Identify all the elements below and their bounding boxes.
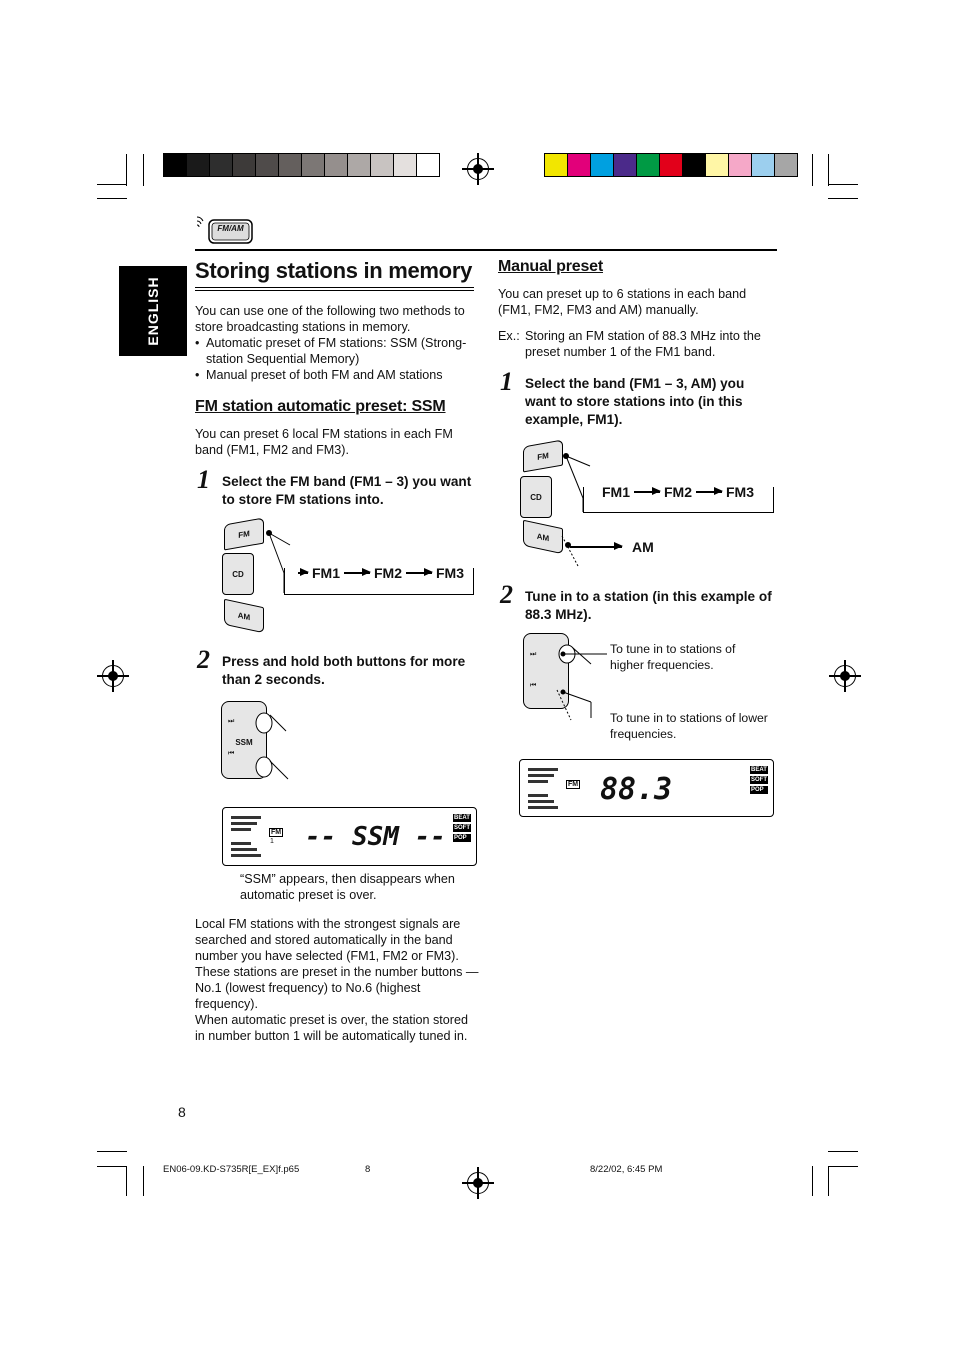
color-swatch: [186, 154, 209, 176]
crop-mark: [97, 184, 127, 185]
crop-mark: [812, 1166, 813, 1196]
next-track-icon: ⏭: [530, 651, 537, 658]
registration-mark-icon: [102, 665, 124, 687]
title-underline: [195, 290, 474, 291]
bullet-item: Manual preset of both FM and AM stations: [206, 368, 443, 382]
color-swatch: [163, 154, 186, 176]
footer-page: 8: [365, 1164, 371, 1175]
registration-mark-icon: [467, 158, 489, 180]
crop-mark: [97, 198, 127, 199]
crop-mark: [828, 1166, 858, 1167]
example-label: Ex.:: [498, 329, 520, 343]
color-swatch: [728, 154, 751, 176]
step-text: Select the FM band (FM1 – 3) you want to store FM stations into.: [222, 474, 472, 507]
manual-text: You can preset up to 6 stations in each band (FM1, FM2, FM3 and AM) manually.: [498, 287, 747, 317]
crop-mark: [126, 154, 127, 186]
equalizer-icon: [526, 766, 566, 812]
crop-mark: [143, 1166, 144, 1196]
fm-am-icon: FM/AM: [195, 213, 255, 250]
next-track-icon: ⏭: [228, 718, 235, 725]
color-swatch: [682, 154, 705, 176]
step-number: 1: [197, 465, 210, 494]
color-swatch: [751, 154, 774, 176]
example-text: Storing an FM station of 88.3 MHz into the preset number 1 of the FM1 band.: [525, 329, 761, 359]
band-flow: FM1 FM2 FM3: [602, 484, 754, 500]
color-swatch: [416, 154, 440, 176]
tune-down-text: To tune in to stations of lower frequencies.: [610, 711, 768, 741]
tune-up-text: To tune in to stations of higher frequencies.: [610, 642, 736, 672]
prev-track-icon: ⏮: [228, 750, 235, 757]
page-number: 8: [178, 1104, 186, 1120]
cd-button: CD: [520, 476, 552, 518]
prev-track-icon: ⏮: [530, 682, 537, 689]
color-swatch: [393, 154, 416, 176]
footer-file: EN06-09.KD-S735R[E_EX]f.p65: [163, 1164, 300, 1175]
section-heading-manual: Manual preset: [498, 258, 603, 275]
sound-mode-list: BEAT SOFT POP: [751, 767, 767, 793]
crop-mark: [97, 1166, 127, 1167]
ssm-paragraph: Local FM stations with the strongest signals are searched and stored automatically in the band number you have selected (FM1, FM2 or FM3). These stations are preset in the number buttons —No.1 (lowest frequency) to No.6 (highest frequency).: [195, 917, 479, 1011]
color-swatch: [209, 154, 232, 176]
color-swatch: [590, 154, 613, 176]
bullet-item: Automatic preset of FM stations: SSM (Strong-station Sequential Memory): [206, 336, 467, 366]
lcd-main-text: -- SSM --: [305, 822, 446, 852]
color-swatch: [301, 154, 324, 176]
intro-text: You can use one of the following two methods to store broadcasting stations in memory.: [195, 304, 465, 334]
cd-button: CD: [222, 553, 254, 595]
color-swatch: [705, 154, 728, 176]
footer-date: 8/22/02, 6:45 PM: [590, 1164, 663, 1175]
sound-mode-list: BEAT SOFT POP: [454, 815, 470, 841]
color-swatch: [659, 154, 682, 176]
crop-mark: [812, 154, 813, 186]
finger-drawing: [250, 705, 295, 785]
crop-mark: [828, 1151, 858, 1152]
step-text: Select the band (FM1 – 3, AM) you want to store stations into (in this example, FM1).: [525, 376, 745, 427]
color-swatch: [613, 154, 636, 176]
lcd-display-frequency: FM 88.3 BEAT SOFT POP: [519, 759, 774, 817]
am-flow: AM: [570, 539, 654, 555]
registration-mark-icon: [834, 665, 856, 687]
step-number: 1: [500, 367, 513, 396]
color-swatch: [544, 154, 567, 176]
lcd-frequency: 88.3: [600, 772, 673, 807]
color-swatch: [567, 154, 590, 176]
crop-mark: [828, 154, 829, 186]
color-swatch: [370, 154, 393, 176]
am-button: AM: [523, 520, 563, 555]
title-underline: [195, 287, 474, 288]
lcd-caption: “SSM” appears, then disappears when automatic preset is over.: [240, 872, 455, 902]
crop-mark: [143, 154, 144, 186]
am-button: AM: [224, 599, 264, 634]
color-swatch: [278, 154, 301, 176]
crop-mark: [828, 1166, 829, 1196]
header-rule: [195, 249, 777, 251]
color-swatch: [255, 154, 278, 176]
ssm-paragraph: When automatic preset is over, the station stored in number button 1 will be automatically tuned in.: [195, 1013, 469, 1043]
intro-bullets: • Automatic preset of FM stations: SSM (Strong-station Sequential Memory) • Manual preset of both FM and AM stations: [195, 335, 480, 383]
section-heading-ssm: FM station automatic preset: SSM: [195, 398, 446, 415]
lcd-display-ssm: FM 1 -- SSM -- BEAT SOFT POP: [222, 807, 477, 866]
color-swatch: [636, 154, 659, 176]
step-number: 2: [197, 645, 210, 674]
registration-mark-icon: [467, 1172, 489, 1194]
page-title: Storing stations in memory: [195, 258, 473, 283]
color-swatch: [774, 154, 798, 176]
band-flow: FM1 FM2 FM3: [296, 565, 466, 581]
step-text: Tune in to a station (in this example of 88.3 MHz).: [525, 589, 772, 622]
language-tab-label: ENGLISH: [145, 276, 161, 346]
step-number: 2: [500, 580, 513, 609]
fm-button: FM: [523, 439, 563, 472]
tune-button-ssm: SSM ⏭ ⏮: [221, 701, 267, 779]
crop-mark: [126, 1166, 127, 1196]
equalizer-icon: [229, 814, 269, 860]
ssm-text: You can preset 6 local FM stations in each FM band (FM1, FM2 and FM3).: [195, 427, 453, 457]
color-bar: [544, 153, 798, 177]
color-swatch: [324, 154, 347, 176]
color-swatch: [232, 154, 255, 176]
pointer-line: [555, 640, 615, 725]
color-swatch: [347, 154, 370, 176]
grayscale-bar: [163, 153, 440, 177]
step-text: Press and hold both buttons for more than 2 seconds.: [222, 654, 466, 687]
crop-mark: [828, 198, 858, 199]
fm-button: FM: [224, 517, 264, 550]
crop-mark: [828, 184, 858, 185]
language-tab: [119, 266, 187, 356]
crop-mark: [97, 1151, 127, 1152]
